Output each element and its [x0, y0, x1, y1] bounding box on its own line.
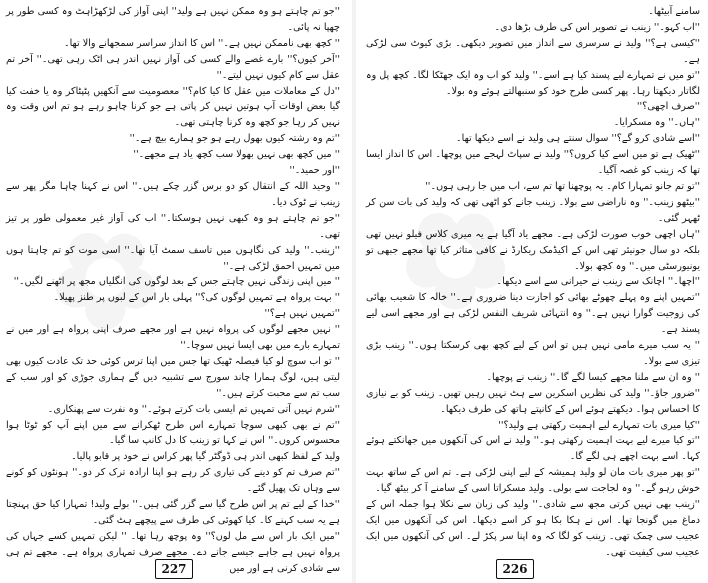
- text-paragraph: ولید کے لفظ کبھی اندر ہی ڈوگٹر گیا پھر کراس نے خود پر قابو پالیا۔: [71, 451, 340, 463]
- text-paragraph: ''تو میں نے تمہارے لیے پسند کیا ہے اسے۔'' ولید کو اب وہ ایک جھٹکا لگا۔ کچھ پل وہ لگاتار دیکھتا رہا۔ پھر کسی طرح خود کو سنبھالتے ہوئے وہ بولا۔: [365, 69, 700, 97]
- right-page-text: [366, 4, 700, 561]
- text-paragraph: ''دل کے معاملات میں عقل کا کیا کام؟'' معصومیت سے آنکھیں پٹپٹاکر وہ یا خفت کیا گیا بعض اوقات آپ ہوتیں نہیں کر پاتی ہے جو کرنا چاہو رہے ہو تم اس وقت وہ نہیں کر رہا جو کچھ وہ کرنا چاہتی تھی۔: [6, 85, 340, 129]
- text-paragraph: ''ضرور جاؤ۔'' ولید کی نظریں اسکرین سے ہٹ نہیں رہیں تھیں۔ زینب کو بے نیازی کا احساس ہوا۔ دیکھتے ہوئے اس کے کانپتے ہاتھ کی طرف دیکھا۔: [366, 387, 700, 415]
- text-paragraph: ''صرف اچھی؟'': [636, 101, 700, 113]
- page-number: 227: [155, 559, 193, 579]
- text-paragraph: ''کیا میری بات تمہارے لیے اہمیت رکھتی ہے ولید؟'': [498, 419, 700, 431]
- text-paragraph: ''تمہیں نہیں ہے؟'': [264, 308, 340, 320]
- text-paragraph: ''تم وہ رشتہ کیوں بھول رہے ہو جو ہمارے بیچ ہے۔'': [129, 133, 340, 145]
- text-paragraph: ''ٹھیک ہے تو میں اسے کیا کروں؟'' ولید نے سپاٹ لہجے میں پوچھا۔ اس کا انداز ایسا تھا کہ زینب کو غصہ آگیا۔: [366, 149, 700, 177]
- text-paragraph: '' وحید اللہ کے انتقال کو دو برس گزر چکے ہیں۔'' اس نے کہنا چاہا مگر پھر سے زینب نے ٹوک دیا۔: [6, 180, 340, 208]
- text-paragraph: '' میں اپنی زندگی نہیں چاہتے جس کے بعد لوگوں کی انگلیاں مجھ پر اٹھنے لگیں۔'': [13, 276, 340, 288]
- text-paragraph: ''زینب۔'' ولید کی نگاہوں میں تاسف سمٹ آیا تھا۔'' اسی موت کو تم چاہتا ہوں میں تمہیں احمق لڑکی ہے۔'': [6, 244, 340, 272]
- text-paragraph: ''اسے شادی کرو گے؟'' سوال سنتے ہی ولید نے اسے دیکھا تھا۔: [456, 133, 700, 145]
- text-paragraph: ''تو پھر میری بات مان لو ولید ہمیشہ کے لیے اپنی لڑکی ہے۔ تم اس کے ساتھ بہت خوش رہو گے۔'' وہ لجاجت سے بولی۔ ولید مسکراتا اسی کے سامنے آ کر بیٹھ گیا۔: [366, 467, 700, 495]
- text-paragraph: '' نہیں مجھے لوگوں کی پرواہ نہیں ہے اور مجھے صرف اپنی پرواہ ہے اور میں نے تمہارے بارے میں بھی ایسا نہیں سوچا۔'': [6, 324, 340, 352]
- left-page-text: [6, 4, 340, 577]
- text-paragraph: ''ہاں اچھی خوب صورت لڑکی ہے۔ مجھے یاد آگیا ہے یہ میری کلاس فیلو نہیں تھی بلکہ دو سال جونیئر تھی اس کے اکیڈمک ریکارڈ نے کافی متاثر کیا تھا مجھے جبھی تو یونیورسٹی میں۔'' وہ کچھ بولا۔: [366, 228, 700, 272]
- text-paragraph: ''تم صرف تم کو دینے کی تیاری کر رہے ہو اپنا ارادہ ترک کر دو۔'' ہونٹوں کو کونے سے وہاں تک پھیل گئے۔: [6, 467, 340, 495]
- text-paragraph: ''جو تم چاہتے ہو وہ کبھی نہیں ہوسکتا۔'' اب کی آواز غیر معمولی طور پر تیز تھی۔: [6, 212, 340, 240]
- text-paragraph: سامنے آبیٹھا۔: [648, 6, 700, 17]
- text-paragraph: '' بہت پرواہ ہے تمہیں لوگوں کی؟'' پہلی بار اس کے لبوں پر طنز پھیلا۔: [53, 292, 340, 304]
- left-page: [0, 0, 352, 583]
- text-paragraph: ''تمہیں اپنے وہ پہلے چھوٹے بھائی کو اجازت دینا ضروری ہے۔'' خالہ کا شعیب بھائی کی زوجیت گوارا نہیں ہے۔'' وہ انتہائی شریف النفس لڑکی ہے اور مجھے اسی لیے پسند ہے۔: [366, 292, 700, 336]
- text-paragraph: '' تو اب سوچ لو کیا فیصلہ ٹھیک تھا جس میں اپنا ترس کوئی حد تک عادت کیوں بھی لیتی ہیں، لوگ ہمارا چاند سورج سے تشبیہ دیں گے ہماری جوڑی کو اور سب کے سب تم سے محبت کرتے ہیں۔'': [6, 355, 340, 399]
- text-paragraph: ''آخر کیوں؟'' بارے غصے والے کسی کی آواز نہیں اندر ہی اٹک رہی تھی۔'' آخر تم عقل سے کام کیوں نہیں لیتے۔'': [6, 53, 340, 81]
- text-paragraph: '' کچھ بھی ناممکن نہیں ہے۔'' اس کا انداز سراسر سمجھانے والا تھا۔: [64, 37, 340, 49]
- text-paragraph: ''بیٹھو زینب۔'' وہ ناراضی سے بولا۔ زینب جانے کو اٹھی تھی کہ ولید کی بات سن کر ٹھہر گئی۔: [366, 196, 700, 224]
- text-paragraph: ''ہاں۔'' وہ مسکرایا۔: [613, 117, 700, 129]
- text-paragraph: ''جو تم چاہتے ہو وہ ممکن نہیں ہے ولید'' اپنی آواز کی لڑکھڑاہٹ وہ کسی طور پر چھپا نہ پائی۔: [6, 6, 340, 33]
- text-paragraph: ''اور حمید۔'': [289, 165, 340, 177]
- text-paragraph: ''کیسی ہے؟'' ولید نے سرسری سے انداز میں تصویر دیکھی۔ بڑی کیوٹ سی لڑکی ہے۔: [366, 37, 700, 65]
- text-paragraph: ''تو تم جانو تمہارا کام۔ یہ پوچھنا تھا تم سے، اب میں جا رہی ہوں۔'': [425, 180, 700, 192]
- text-paragraph: ''خدا کے لیے تم پر اس طرح گیا سے گزر گئی ہیں۔'' بولے ولید! تمہارا کیا حق پہنچتا ہے یہ سب کہنے کا۔ کیا کھوئی کی طرف سے پیچھے ہٹ گئی۔: [6, 499, 340, 526]
- text-paragraph: ''اب کہو۔'' زینب نے تصویر اس کی طرف بڑھا دی۔: [494, 21, 700, 33]
- text-paragraph: '' میں کچھ بھی نہیں بھولا سب کچھ یاد ہے مجھے۔'': [133, 149, 340, 161]
- text-paragraph: ''تو کیا میرے لیے بہت اہمیت رکھتی ہو۔'' ولید نے اس کی آنکھوں میں جھانکتے ہوئے کہا۔ اسے بہت اچھے ہی لگے گا۔: [366, 435, 700, 463]
- text-paragraph: '' وہ ان سے ملنا مجھے کیسا لگے گا۔'' زینب نے پوچھا۔: [486, 371, 700, 383]
- text-paragraph: ''زینب بھی نہیں کرتی مجھ سے شادی۔'' ولید کی زبان سے نکلا ہوا جملہ اس کے دماغ میں گونجا تھا۔ اس نے ہکا بکا ہو کر اسے دیکھا۔ اس کی آنکھوں میں ایک عجیب سی چمک تھی۔ زینب کو لگا کہ وہ اپنا سر پکڑ لے۔ اس کی آنکھوں میں ایک عجیب سی کیفیت تھی۔: [366, 499, 700, 558]
- text-paragraph: ''میں ایک بار اس سے مل لوں؟'' وہ پوچھ رہا تھا۔ '' لیکن تمہیں کسے جہاں کی پرواہ نہیں ہے جاہے جیسے جانے دے۔ مجھے صرف تمہاری پرواہ ہے۔ مجھے تم ہی سے شادی کرنی ہے اور میں: [6, 530, 340, 574]
- text-paragraph: ''اچھا۔'' اچانک سے زینب نے حیرانی سے اسے دیکھا۔: [496, 276, 700, 288]
- text-paragraph: ''شرم نہیں آتی تمہیں تم ایسی بات کرتے ہوئے۔'' وہ نفرت سے پھنکاری۔: [47, 403, 340, 415]
- text-paragraph: '' یہ سب میرے مامی نہیں ہیں تو اس کے لیے کچھ بھی کرسکتا ہوں۔'' زینب بڑی تیزی سے بولا۔: [366, 340, 700, 367]
- page-number: 226: [496, 559, 534, 579]
- right-page: [356, 0, 708, 583]
- text-paragraph: ''تم نے بھی کبھی سوچا تمہارے اس طرح ٹھکرانے سے میں اپنے آپ کو ٹوٹا ہوا محسوس کروں۔'' اس نے کہا تو زینب کا دل کانپ سا گیا۔: [6, 419, 340, 447]
